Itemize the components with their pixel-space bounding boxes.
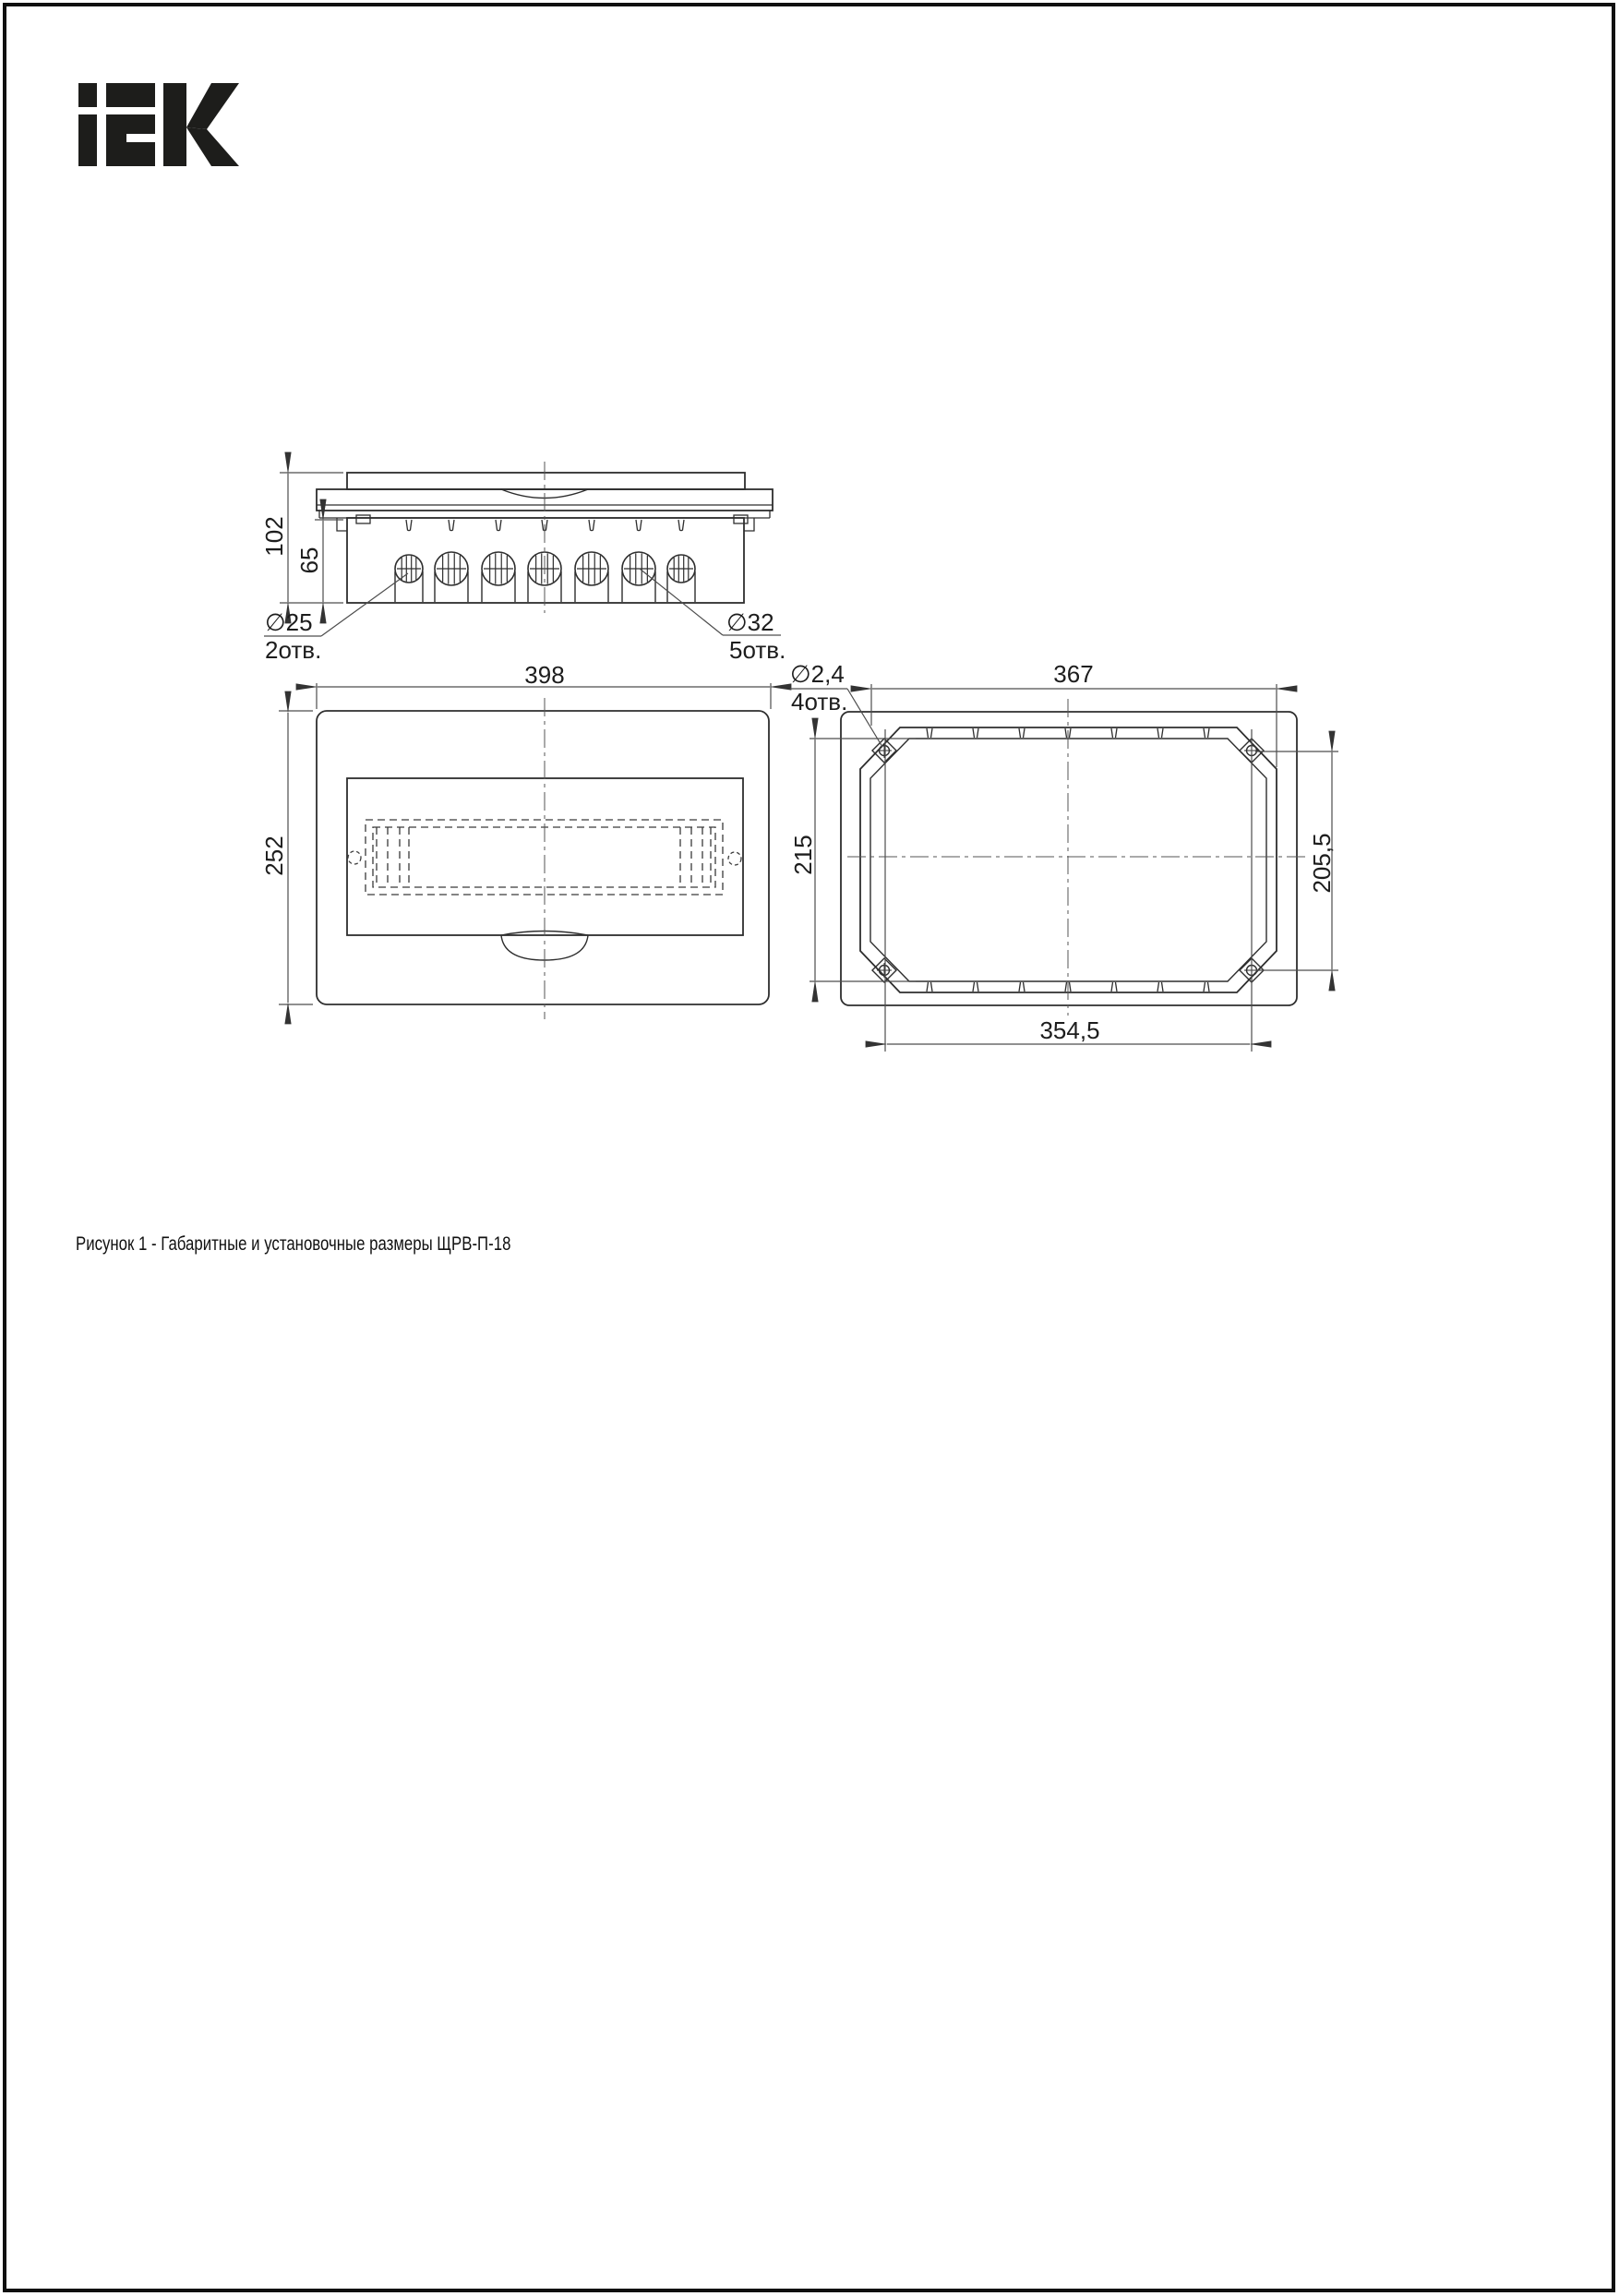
mount-hole-dia-label: ∅2,4 [790, 660, 845, 688]
dim-354-label: 354,5 [1039, 1016, 1100, 1044]
dim-102-label: 102 [260, 516, 288, 557]
mount-hole-count-label: 4отв. [791, 688, 848, 715]
figure-caption: Рисунок 1 - Габаритные и установочные размеры ЩРВ-П-18 [76, 1233, 511, 1255]
dim-367-label: 367 [1053, 660, 1094, 688]
hole-32-dia-label: ∅32 [726, 608, 774, 636]
dim-65-label: 65 [295, 547, 323, 574]
front-view [317, 711, 769, 1004]
dim-205-label: 205,5 [1308, 833, 1336, 894]
dim-398-label: 398 [524, 661, 565, 689]
hole-32-count-label: 5отв. [729, 636, 786, 664]
hole-25-count-label: 2отв. [265, 636, 322, 664]
hole-25-dia-label: ∅25 [265, 608, 313, 636]
dim-252-label: 252 [260, 835, 288, 876]
dimension-lines [260, 473, 1338, 1052]
rear-view [841, 712, 1297, 1005]
dim-215-label: 215 [789, 835, 817, 875]
